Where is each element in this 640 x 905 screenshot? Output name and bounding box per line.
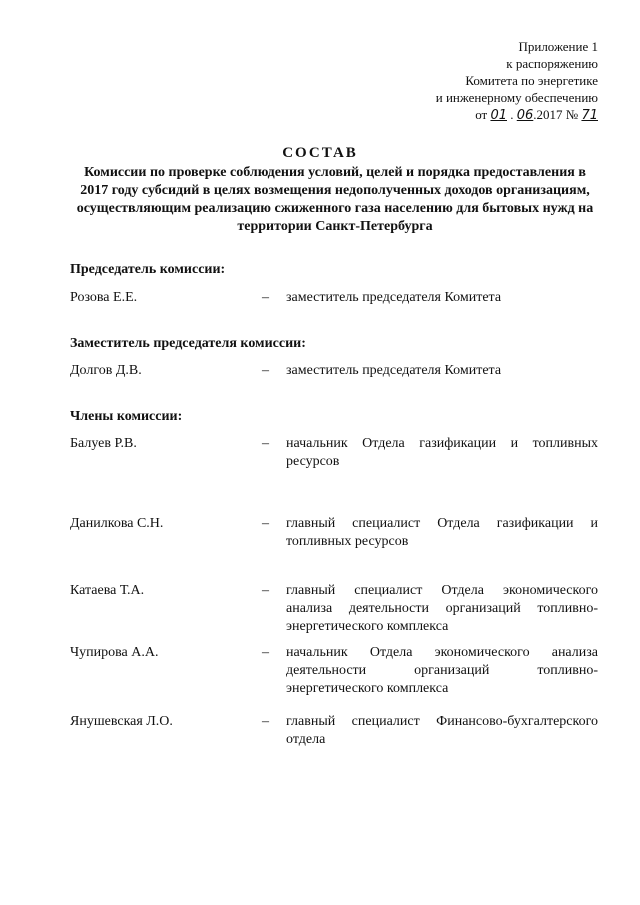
member-position: заместитель председателя Комитета — [286, 363, 502, 378]
member-name: Долгов Д.В. — [70, 363, 142, 378]
member-dash: – — [262, 714, 269, 729]
member-name: Данилкова С.Н. — [70, 516, 164, 531]
member-name: Чупирова А.А. — [70, 645, 159, 660]
member-dash: – — [262, 645, 269, 660]
section-heading-deputy: Заместитель председателя комиссии: — [70, 336, 306, 351]
date-prefix: от — [475, 107, 488, 122]
member-position: начальник Отдела газификации и топливных ресурсов — [286, 436, 598, 469]
date-day: 01 — [490, 108, 507, 123]
member-position: заместитель председателя Комитета — [286, 290, 502, 305]
document-subtitle: Комиссии по проверке соблюдения условий, целей и порядка предоставления в 2017 году субсидий в целях возмещения недополученных доходов организациям, осуществляющим реализацию сжиженного газа населению для бытовых нужд на территории Санкт-Петербурга — [76, 165, 594, 234]
member-name: Балуев Р.В. — [70, 436, 137, 451]
member-dash: – — [262, 516, 269, 531]
date-month: 06 — [516, 108, 534, 123]
date-year: .2017 № — [533, 107, 579, 122]
member-name: Катаева Т.А. — [70, 583, 145, 598]
member-dash: – — [262, 436, 269, 451]
member-dash: – — [262, 290, 269, 305]
appendix-block — [436, 38, 598, 124]
member-position: начальник Отдела экономического анализа деятельности организаций топливно-энергетического комплекса — [286, 645, 598, 696]
section-heading-members: Члены комиссии: — [70, 409, 183, 424]
order-number: 71 — [581, 108, 598, 123]
appendix-line-4: и инженерному обеспечению — [435, 90, 598, 105]
member-name: Розова Е.Е. — [70, 290, 138, 305]
appendix-line-3: Комитета по энергетике — [465, 73, 598, 88]
member-position: главный специалист Финансово-бухгалтерского отдела — [286, 714, 598, 747]
appendix-line-1: Приложение 1 — [518, 39, 598, 54]
appendix-line-2: к распоряжению — [506, 56, 598, 71]
member-dash: – — [262, 363, 269, 378]
document-title: СОСТАВ — [282, 145, 358, 161]
member-position: главный специалист Отдела экономического анализа деятельности организаций топливно-энергетического комплекса — [286, 583, 598, 634]
appendix-date-line: от 01 . 06.2017 № 71 — [475, 107, 598, 123]
member-position: главный специалист Отдела газификации и топливных ресурсов — [286, 516, 598, 549]
member-dash: – — [262, 583, 269, 598]
member-name: Янушевская Л.О. — [70, 714, 173, 729]
section-heading-chair: Председатель комиссии: — [70, 262, 226, 277]
